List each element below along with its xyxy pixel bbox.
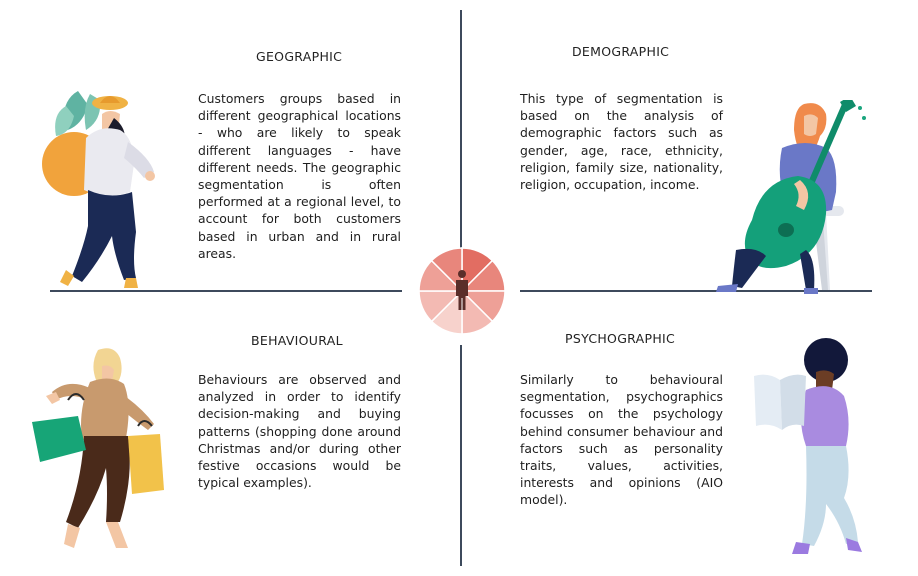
vertical-divider-bottom <box>460 345 462 566</box>
segmentation-wheel-icon <box>418 247 506 335</box>
reader-illustration-icon <box>750 338 875 556</box>
farmer-illustration-icon <box>38 86 173 292</box>
psychographic-title: PSYCHOGRAPHIC <box>565 331 676 346</box>
guitarist-illustration-icon <box>712 100 882 294</box>
demographic-text: This type of segmentation is based on the analysis of demographic factors such as gender, age, race, ethnicity, religion, family size, nationality, religion, occupation, income. <box>520 91 723 193</box>
behavioural-title: BEHAVIOURAL <box>251 333 343 348</box>
vertical-divider-top <box>460 10 462 278</box>
behavioural-text: Behaviours are observed and analyzed in order to identify decision-making and buying patterns (shopping done around Christmas and/or during other festive occasions would be typical examples). <box>198 372 401 491</box>
psychographic-text: Similarly to behavioural segmentation, psychographics focusses on the psychology behind consumer behaviour and factors such as personality traits, values, activities, interests and opinions (AIO model). <box>520 372 723 508</box>
shopper-illustration-icon <box>28 342 178 557</box>
geographic-title: GEOGRAPHIC <box>256 49 343 64</box>
geographic-text: Customers groups based in different geographical locations - who are likely to speak different languages - have different needs. The geographic segmentation is often performed at a regional level, to account for both customers based in urban and in rural areas. <box>198 91 401 261</box>
demographic-title: DEMOGRAPHIC <box>572 44 670 59</box>
